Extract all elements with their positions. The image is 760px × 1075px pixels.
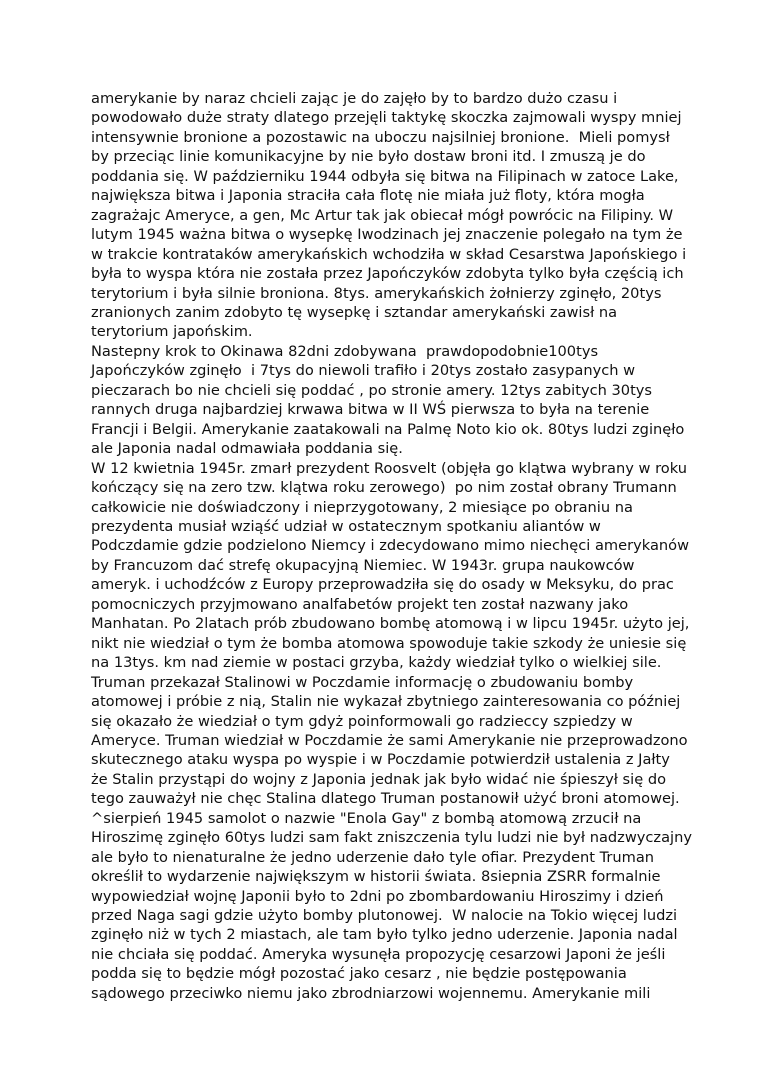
text-line: zagrażajc Ameryce, a gen, Mc Artur tak jak obiecał mógł powrócic na Filipiny. W <box>91 206 674 224</box>
text-line: nie chciała się poddać. Ameryka wysunęła propozycję cesarzowi Japoni że jeśli <box>91 945 666 963</box>
text-line: intensywnie bronione a pozostawic na uboczu najsilniej bronione. Mieli pomysł <box>91 128 670 146</box>
text-line: prezydenta musiał wziąść udział w ostatecznym spotkaniu aliantów w <box>91 517 601 535</box>
text-line: ^sierpień 1945 samolot o nazwie "Enola Gay" z bombą atomową zrzucił na <box>91 809 642 827</box>
text-line: określił to wydarzenie największym w historii świata. 8siepnia ZSRR formalnie <box>91 868 661 886</box>
text-line: pomocniczych przyjmowano analfabetów projekt ten został nazwany jako <box>91 595 629 613</box>
text-line: pieczarach bo nie chcieli się poddać , po stronie amery. 12tys zabitych 30tys <box>91 381 653 399</box>
text-line: największa bitwa i Japonia straciła cała flotę nie miała już floty, która mogła <box>91 187 645 205</box>
text-line: była to wyspa która nie została przez Japończyków zdobyta tylko była częścią ich <box>91 265 684 283</box>
text-line: Francji i Belgii. Amerykanie zaatakowali na Palmę Noto kio ok. 80tys ludzi zginęło <box>91 420 685 438</box>
text-line: poddania się. W październiku 1944 odbyła się bitwa na Filipinach w zatoce Lake, <box>91 167 679 185</box>
text-line: amerykanie by naraz chcieli zając je do zajęło by to bardzo dużo czasu i <box>91 90 618 107</box>
text-line: w trakcie kontrataków amerykańskich wchodziła w skład Cesarstwa Japońskiego i <box>91 245 687 263</box>
text-line: terytorium japońskim. <box>91 323 253 341</box>
text-line: podda się to będzie mógł pozostać jako cesarz , nie będzie postępowania <box>91 965 627 983</box>
text-line: sądowego przeciwko niemu jako zbrodniarzowi wojennemu. Amerykanie mili <box>91 984 651 1002</box>
text-line: Podczdamie gdzie podzielono Niemcy i zdecydowano mimo niechęci amerykanów <box>91 537 690 555</box>
text-line: ale było to nienaturalne że jedno uderzenie dało tyle ofiar. Prezydent Truman <box>91 848 655 866</box>
text-line: Manhatan. Po 2latach prób zbudowano bombę atomową i w lipcu 1945r. użyto jej, <box>91 615 690 633</box>
text-line: terytorium i była silnie broniona. 8tys. amerykańskich żołnierzy zginęło, 20tys <box>91 284 662 302</box>
text-line: powodowało duże straty dlatego przejęli taktykę skoczka zajmowali wyspy mniej <box>91 109 682 127</box>
text-line: zranionych zanim zdobyto tę wysepkę i sztandar amerykański zawisł na <box>91 303 618 321</box>
text-line: Truman przekazał Stalinowi w Poczdamie informację o zbudowaniu bomby <box>91 673 634 691</box>
text-line: W 12 kwietnia 1945r. zmarł prezydent Roosvelt (objęła go klątwa wybrany w roku <box>91 459 687 477</box>
text-line: na 13tys. km nad ziemie w postaci grzyba, każdy wiedział tylko o wielkiej sile. <box>91 654 662 672</box>
text-line: kończący się na zero tzw. klątwa roku zerowego) po nim został obrany Trumann <box>91 479 677 497</box>
text-line: rannych druga najbardziej krwawa bitwa w II WŚ pierwsza to była na terenie <box>91 401 650 419</box>
text-line: wypowiedział wojnę Japonii było to 2dni po zbombardowaniu Hiroszimy i dzień <box>91 887 664 905</box>
text-line: tego zauważył nie chęc Stalina dlatego Truman postanowił użyć broni atomowej. <box>91 790 680 808</box>
text-line: by przeciąc linie komunikacyjne by nie było dostaw broni itd. I zmuszą je do <box>91 148 646 166</box>
text-line: Hiroszimę zginęło 60tys ludzi sam fakt zniszczenia tylu ludzi nie był nadzwyczajny <box>91 829 692 847</box>
text-line: przed Naga sagi gdzie użyto bomby plutonowej. W nalocie na Tokio więcej ludzi <box>91 907 678 925</box>
text-line: że Stalin przystąpi do wojny z Japonia jednak jak było widać nie śpieszył się do <box>91 770 667 788</box>
text-line: całkowicie nie doświadczony i nieprzygotowany, 2 miesiące po obraniu na <box>91 498 633 516</box>
text-line: skutecznego ataku wyspa po wyspie i w Poczdamie potwierdził ustalenia z Jałty <box>91 751 670 769</box>
text-line: by Francuzom dać strefę okupacyjną Niemiec. W 1943r. grupa naukowców <box>91 556 635 574</box>
text-line: Nastepny krok to Okinawa 82dni zdobywana prawdopodobnie100tys <box>91 342 599 360</box>
text-line: Ameryce. Truman wiedział w Poczdamie że sami Amerykanie nie przeprowadzono <box>91 731 688 749</box>
text-line: Japończyków zginęło i 7tys do niewoli trafiło i 20tys zostało zasypanych w <box>91 362 636 380</box>
text-line: się okazało że wiedział o tym gdyż poinformowali go radzieccy szpiedzy w <box>91 712 633 730</box>
text-line: nikt nie wiedział o tym że bomba atomowa spowoduje takie szkody że uniesie się <box>91 634 687 652</box>
text-line: zginęło niż w tych 2 miastach, ale tam było tylko jedno uderzenie. Japonia nadal <box>91 926 678 944</box>
text-line: lutym 1945 ważna bitwa o wysepkę Iwodzinach jej znaczenie polegało na tym że <box>91 226 683 244</box>
document-body <box>91 89 691 1003</box>
text-line: ale Japonia nadal odmawiała poddania się. <box>91 440 403 458</box>
text-line: atomowej i próbie z nią, Stalin nie wykazał zbytniego zainteresowania co później <box>91 693 681 711</box>
text-line: ameryk. i uchodźców z Europy przeprowadziła się do osady w Meksyku, do prac <box>91 576 674 594</box>
